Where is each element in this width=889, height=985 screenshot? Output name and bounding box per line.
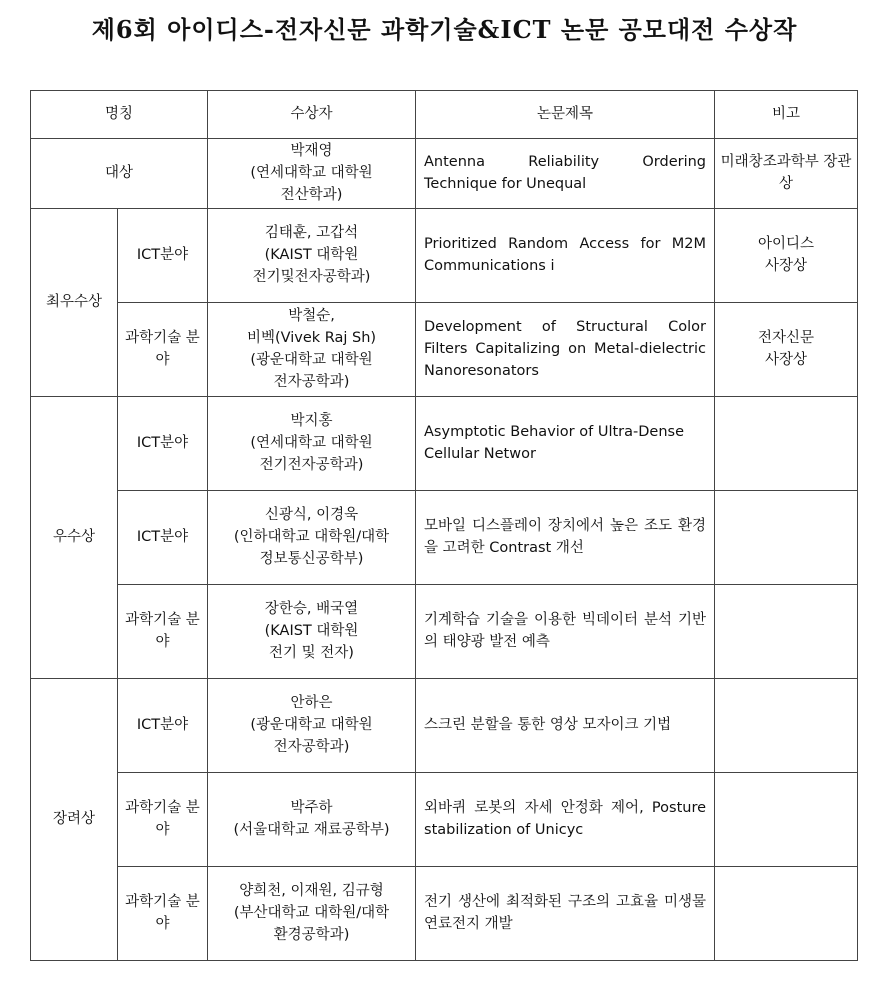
- recipient-line: 전기전자공학과): [259, 456, 364, 473]
- page-title: 제6회 아이디스-전자신문 과학기술&ICT 논문 공모대전 수상작: [91, 15, 798, 44]
- table-row: [31, 585, 858, 679]
- header-paper: 논문제목: [416, 91, 715, 139]
- recipient-line: 박철순,: [288, 308, 335, 325]
- award-note-line: 사장상: [765, 257, 808, 274]
- paper-title: 기계학습 기술을 이용한 빅데이터 분석 기반의 태양광 발전 예측: [416, 585, 715, 679]
- table-row: [31, 209, 858, 303]
- recipient-line: 전자공학과): [273, 738, 350, 755]
- paper-title: 외바퀴 로봇의 자세 안정화 제어, Posture stabilization of Unicyc: [416, 773, 715, 867]
- award-note: [715, 303, 858, 397]
- recipient-line: 장한승, 배국열: [264, 601, 359, 618]
- recipient-line: 박지홍: [290, 413, 333, 430]
- recipient-line: 박주하: [290, 800, 333, 816]
- paper-title: Antenna Reliability Ordering Technique for Unequal: [416, 139, 715, 209]
- paper-title: Prioritized Random Access for M2M Communications i: [416, 209, 715, 303]
- table-row: [31, 303, 858, 397]
- recipient-line: (KAIST 대학원: [264, 246, 359, 263]
- header-note: 비고: [715, 91, 858, 139]
- field-cell: 과학기술 분야: [118, 303, 208, 397]
- recipient-line: (광운대학교 대학원: [250, 716, 373, 733]
- recipient-line: 전기 및 전자): [269, 644, 354, 661]
- recipient-cell: [208, 209, 416, 303]
- recipient-cell: [208, 491, 416, 585]
- award-note: [715, 397, 858, 491]
- award-group: 최우수상: [31, 209, 118, 397]
- recipient-line: 안하은: [290, 695, 333, 712]
- recipient-line: (서울대학교 재료공학부): [233, 821, 390, 838]
- award-note-line: 아이디스: [758, 236, 815, 252]
- award-note: [715, 585, 858, 679]
- award-note: [715, 867, 858, 961]
- recipient-line: 비벡(Vivek Raj Sh): [246, 330, 377, 346]
- award-note-line: 사장상: [765, 351, 808, 368]
- award-note: [715, 209, 858, 303]
- recipient-line: 정보통신공학부): [259, 550, 364, 567]
- recipient-cell: [208, 773, 416, 867]
- award-group: 우수상: [31, 397, 118, 679]
- paper-title: 모바일 디스플레이 장치에서 높은 조도 환경을 고려한 Contrast 개선: [416, 491, 715, 585]
- award-note: [715, 773, 858, 867]
- paper-title: 스크린 분할을 통한 영상 모자이크 기법: [416, 679, 715, 773]
- paper-title: Asymptotic Behavior of Ultra-Dense Cellular Networ: [416, 397, 715, 491]
- recipient-cell: [208, 139, 416, 209]
- field-cell: ICT분야: [118, 397, 208, 491]
- recipient-line: (광운대학교 대학원: [250, 351, 373, 368]
- awards-table: [30, 90, 858, 961]
- recipient-line: (연세대학교 대학원: [250, 164, 373, 181]
- table-row: [31, 139, 858, 209]
- recipient-cell: [208, 585, 416, 679]
- header-category: 명칭: [31, 91, 208, 139]
- table-row: [31, 773, 858, 867]
- award-note: 미래창조과학부 장관상: [715, 139, 858, 209]
- recipient-line: 김태훈, 고갑석: [264, 225, 359, 242]
- field-cell: ICT분야: [118, 679, 208, 773]
- recipient-line: 환경공학과): [273, 926, 350, 943]
- recipient-cell: [208, 303, 416, 397]
- table-row: [31, 679, 858, 773]
- award-group: 장려상: [31, 679, 118, 961]
- award-category: 대상: [31, 139, 208, 209]
- paper-title: Development of Structural Color Filters Capitalizing on Metal-dielectric Nanoresonators: [416, 303, 715, 397]
- recipient-cell: [208, 679, 416, 773]
- recipient-line: 전자공학과): [273, 373, 350, 390]
- header-recipient: 수상자: [208, 91, 416, 139]
- recipient-line: 전기및전자공학과): [252, 268, 371, 285]
- recipient-line: 신광식, 이경욱: [264, 507, 359, 524]
- table-row: [31, 397, 858, 491]
- award-note: [715, 679, 858, 773]
- recipient-line: 박재영: [290, 143, 333, 159]
- table-row: [31, 491, 858, 585]
- award-note: [715, 491, 858, 585]
- recipient-line: (KAIST 대학원: [264, 622, 359, 639]
- recipient-line: (인하대학교 대학원/대학: [233, 528, 390, 545]
- table-header-row: [31, 91, 858, 139]
- field-cell: ICT분야: [118, 491, 208, 585]
- recipient-cell: [208, 397, 416, 491]
- award-note-line: 전자신문: [758, 330, 815, 346]
- recipient-line: (연세대학교 대학원: [250, 434, 373, 451]
- field-cell: ICT분야: [118, 209, 208, 303]
- paper-title: 전기 생산에 최적화된 구조의 고효율 미생물연료전지 개발: [416, 867, 715, 961]
- recipient-cell: [208, 867, 416, 961]
- field-cell: 과학기술 분야: [118, 773, 208, 867]
- field-cell: 과학기술 분야: [118, 585, 208, 679]
- recipient-line: 전산학과): [280, 186, 343, 203]
- recipient-line: 양희천, 이재원, 김규형: [239, 883, 384, 900]
- recipient-line: (부산대학교 대학원/대학: [233, 904, 390, 921]
- field-cell: 과학기술 분야: [118, 867, 208, 961]
- table-row: [31, 867, 858, 961]
